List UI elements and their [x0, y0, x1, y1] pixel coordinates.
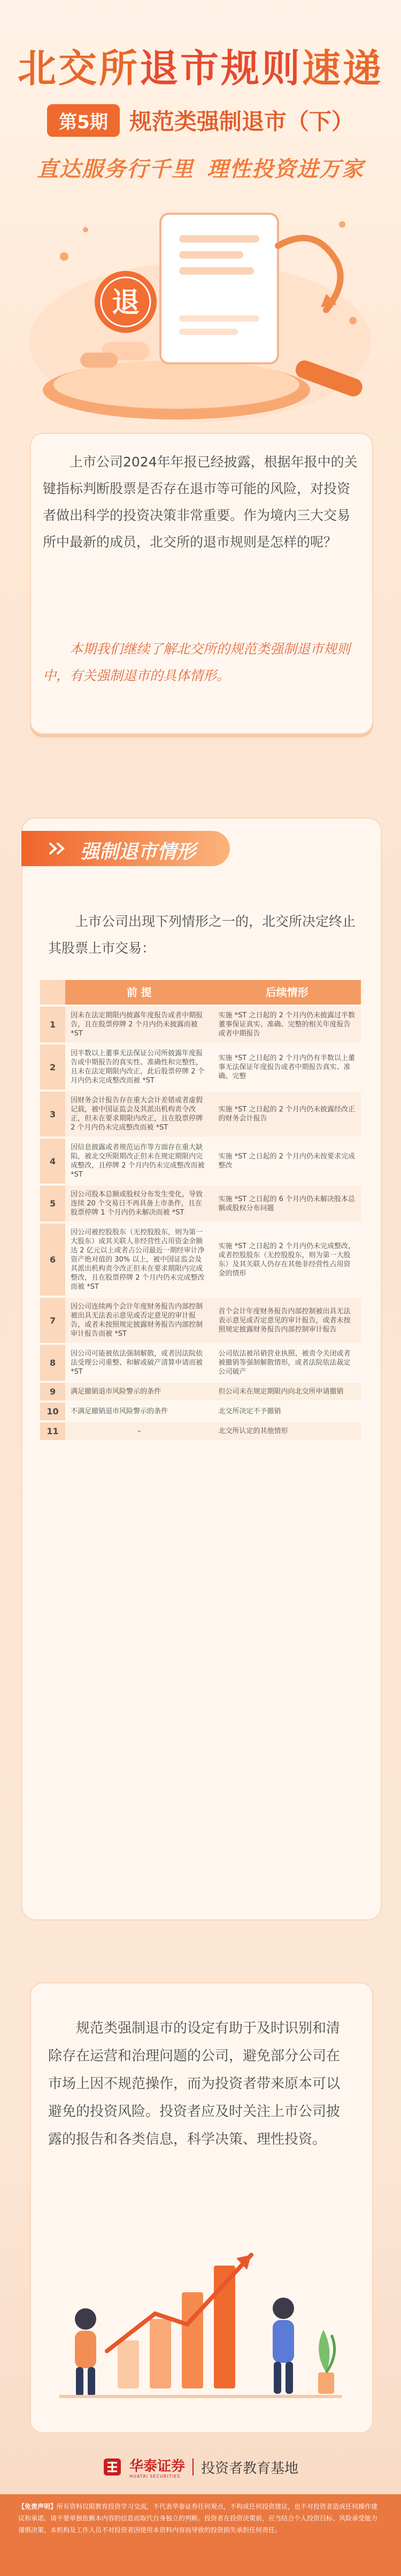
- brand-bar: [0, 2454, 401, 2480]
- row-number: 2: [40, 1045, 65, 1089]
- row-result: 实施 *ST 之日起的 2 个月内仍有半数以上董事无法保证年度报告或者中期报告真实、准确、完整: [213, 1045, 361, 1089]
- row-result: 实施 *ST 之日起的 2 个月内仍未披露过半数董事保证真实、准确、完整的相关年度报告或者中期报告: [213, 1007, 361, 1042]
- table-row: [40, 1383, 361, 1400]
- row-result: 北交所认定的其他情形: [213, 1422, 361, 1440]
- row-premise: 因信息披露或者规范运作等方面存在重大缺陷，被北交所限期改正但未在规定期限内完成整改，且停牌 2 个月内仍未完成整改而被 *ST: [65, 1139, 213, 1184]
- rules-table: [40, 978, 361, 1442]
- episode-subtitle: 规范类强制退市（下）: [129, 108, 354, 135]
- episode-badge: 第5期: [47, 104, 120, 137]
- rules-lead: 上市公司出现下列情形之一的，北交所决定终止其股票上市交易：: [48, 914, 356, 956]
- disclaimer-tag: 【免责声明】: [18, 2503, 57, 2510]
- row-premise: –: [65, 1422, 213, 1440]
- row-result: 实施 *ST 之日起的 6 个月内仍未解决股本总额或股权分布问题: [213, 1186, 361, 1221]
- row-number: 8: [40, 1345, 65, 1381]
- row-result: 实施 *ST 之日起的 2 个月内仍未按要求完成整改: [213, 1139, 361, 1184]
- row-premise: 因半数以上董事无法保证公司所披露年度报告或中期报告的真实性、准确性和完整性，且未在法定期限内改正，此后股票停牌 2 个月内仍未完成整改而被 *ST: [65, 1045, 213, 1089]
- row-number: 10: [40, 1403, 65, 1420]
- row-result: 实施 *ST 之日起的 2 个月内仍未完成整改，或者控股股东（无控股股东，则为第一大股东）及其关联人仍存在其他非经营性占用资金的情形: [213, 1224, 361, 1296]
- table-row: [40, 1403, 361, 1420]
- title-part1: 北交所: [17, 46, 140, 91]
- row-result: 公司依法被吊销营业执照、被责令关闭或者被撤销等强制解散情形，或者法院依法裁定公司破产: [213, 1345, 361, 1381]
- row-number: 11: [40, 1422, 65, 1440]
- table-row: [40, 1186, 361, 1221]
- title-part2: 速递: [302, 46, 384, 91]
- row-premise: 因公司股本总额或股权分布发生变化，导致连续 20 个交易日不再具备上市条件，且在股票停牌 1 个月内仍未解决而被 *ST: [65, 1186, 213, 1221]
- row-number: 3: [40, 1092, 65, 1137]
- brand-divider: [192, 2458, 194, 2476]
- episode-row: [0, 104, 401, 136]
- row-premise: 因公司可能被依法强制解散，或者因法院依法受理公司重整、和解或破产清算申请而被 *ST: [65, 1345, 213, 1381]
- person-icon: [75, 2308, 96, 2396]
- section-title: 强制退市情形: [80, 841, 196, 863]
- growth-chart-icon: [107, 2255, 251, 2388]
- row-number: 7: [40, 1298, 65, 1343]
- person-icon: [273, 2298, 294, 2394]
- double-chevron-icon: [48, 842, 67, 855]
- table-row: [40, 1092, 361, 1137]
- slogan-left: 直达服务行千里: [37, 157, 194, 182]
- row-premise: 因财务会计报告存在重大会计差错或者虚假记载，被中国证监会及其派出机构责令改正，但未在要求期限内改正，且在股票停牌 2 个月内仍未完成整改而被 *ST: [65, 1092, 213, 1137]
- stamp-text: 退: [111, 287, 140, 319]
- brand-english: HUATAI SECURITIES: [129, 2474, 181, 2479]
- table-header-premise: 前 提: [65, 980, 213, 1005]
- brand-name: 华泰证券: [129, 2458, 185, 2474]
- table-row: [40, 1298, 361, 1343]
- closing-paragraph: 规范类强制退市的设定有助于及时识别和清除存在运营和治理问题的公司，避免部分公司在市场上因不规范操作，而为投资者带来原本可以避免的投资风险。投资者应及时关注上市公司披露的报告和各类信息，科学决策、理性投资。: [48, 2020, 341, 2147]
- investor-illustration: [48, 2217, 353, 2410]
- row-premise: 因公司被控股股东（无控股股东，则为第一大股东）或其关联人非经营性占用资金余额达 2 亿元以上或者占公司最近一期经审计净资产绝对值的 30% 以上，被中国证监会及其派出机构责令改正但未在要求期限内完成整改，且在股票停牌 2 个月内仍未完成整改而被 *ST: [65, 1224, 213, 1296]
- row-number: 5: [40, 1186, 65, 1221]
- huatai-logo-icon: [103, 2457, 122, 2477]
- row-number: 6: [40, 1224, 65, 1296]
- intro-highlight: 本期我们继续了解北交所的规范类强制退市规则中，有关强制退市的具体情形。: [43, 641, 351, 683]
- disclaimer-text: 所有资料仅限教育投资学习交流，不代表华泰证券任何观点，不构成任何投资建议，也不对投资者造成任何操作建议和承诺。请不要单独依赖本内容的信息而取代自身独立的判断。投资者在投资决策前，应当结合个人投资目标、风险承受能力谨慎决策，本机构及工作人员不对投资者因使用本资料内容而导致的投资损失承担任何责任。: [18, 2503, 378, 2534]
- table-row: [40, 1345, 361, 1381]
- intro-paragraph: 上市公司2024年年报已经披露，根据年报中的关键指标判断股票是否存在退市等可能的风险，对投资者做出科学的投资决策非常重要。作为境内三大交易所中最新的成员，北交所的退市规则是怎样的呢？: [43, 454, 358, 550]
- row-number: 9: [40, 1383, 65, 1400]
- brand-name-block: [129, 2455, 185, 2479]
- row-result: 实施 *ST 之日起的 2 个月内仍未披露经改正的财务会计报告: [213, 1092, 361, 1137]
- slogan: [0, 152, 401, 183]
- row-premise: 满足撤销退市风险警示的条件: [65, 1383, 213, 1400]
- withdraw-stamp-icon: [95, 271, 157, 333]
- table-header-row: [40, 980, 361, 1005]
- row-result: 北交所决定不予撤销: [213, 1403, 361, 1420]
- disclaimer: [18, 2501, 383, 2536]
- row-number: 1: [40, 1007, 65, 1042]
- row-premise: 不满足撤销退市风险警示的条件: [65, 1403, 213, 1420]
- row-result: 但公司未在规定期限内向北交所申请撤销: [213, 1383, 361, 1400]
- slogan-right: 理性投资进万家: [207, 157, 364, 182]
- brand-base: 投资者教育基地: [201, 2460, 299, 2477]
- table-row: [40, 1139, 361, 1184]
- plant-icon: [318, 2330, 335, 2394]
- row-result: 首个会计年度财务报告内部控制被出具无法表示意见或否定意见的审计报告，或者未按照规定披露财务报告内部控制审计报告: [213, 1298, 361, 1343]
- title-highlight: 退市规则: [139, 46, 302, 91]
- document-icon: [160, 214, 278, 363]
- table-row: [40, 1422, 361, 1440]
- row-premise: 因未在法定期限内披露年度报告或者中期报告，且在股票停牌 2 个月内仍未披露而被 *ST: [65, 1007, 213, 1042]
- table-row: [40, 1224, 361, 1296]
- table-row: [40, 1007, 361, 1042]
- row-premise: 因公司连续两个会计年度财务报告内部控制被出具无法表示意见或否定意见的审计报告，或者未按照规定披露财务报告内部控制审计报告而被 *ST: [65, 1298, 213, 1343]
- table-row: [40, 1045, 361, 1089]
- hero-illustration: [0, 182, 401, 433]
- table-header-num: [40, 980, 65, 1005]
- table-header-result: 后续情形: [213, 980, 361, 1005]
- page-title: [0, 37, 401, 93]
- row-number: 4: [40, 1139, 65, 1184]
